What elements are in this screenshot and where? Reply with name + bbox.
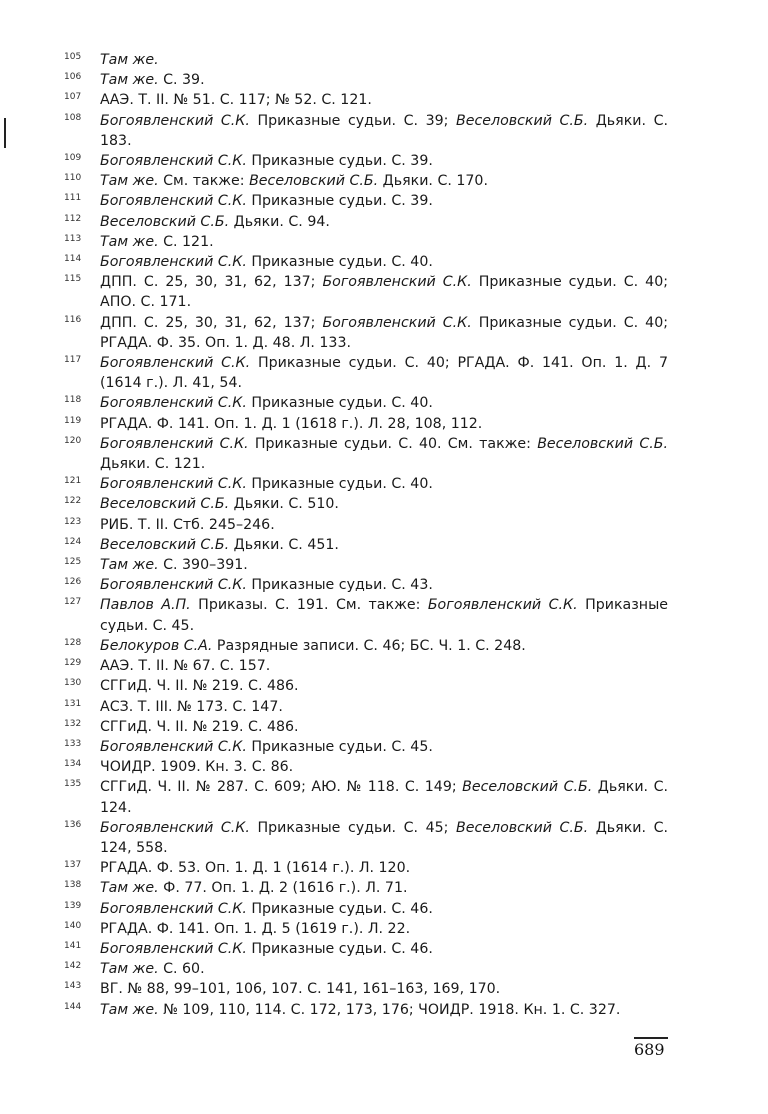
- footnote-text: [100, 737, 668, 757]
- footnote-reference: Дьяки. С. 183.: [100, 112, 668, 149]
- footnote-author: Там же.: [100, 233, 159, 250]
- footnote-text: [100, 90, 668, 110]
- footnote: [64, 535, 668, 555]
- footnote-text: [100, 474, 668, 494]
- footnote-reference: Дьяки. С. 94.: [229, 213, 330, 230]
- footnote-reference: Приказные судьи. С. 40.: [246, 476, 433, 493]
- footnote-text: [100, 595, 668, 635]
- footnote: [64, 818, 668, 858]
- footnote-reference: Дьяки. С. 170.: [378, 173, 488, 190]
- footnote-author: Богоявленский С.К.: [100, 355, 251, 372]
- footnote-number: 124: [64, 536, 82, 547]
- footnote-author: Веселовский С.Б.: [100, 213, 230, 230]
- footnote-author: Павлов А.П.: [100, 597, 191, 614]
- footnotes-list: [64, 50, 668, 1020]
- footnote-author: Богоявленский С.К.: [100, 900, 247, 917]
- footnote-number: 130: [64, 678, 82, 689]
- footnote-author: Там же.: [100, 52, 159, 68]
- footnote-author: Богоявленский С.К.: [100, 254, 247, 271]
- footnote-author: Богоявленский С.К.: [100, 819, 250, 836]
- footnote-author: Там же.: [100, 173, 159, 190]
- footnote-author: Там же.: [100, 961, 159, 978]
- footnote-reference: Приказные судьи. С. 39.: [246, 193, 433, 210]
- footnote-author: Богоявленский С.К.: [100, 738, 247, 755]
- footnote: [64, 899, 668, 919]
- footnote-reference: ЧОИДР. 1909. Кн. 3. С. 86.: [100, 759, 294, 776]
- footnote-text: [100, 656, 668, 676]
- footnote-author: Там же.: [100, 1001, 159, 1018]
- footnote-number: 141: [64, 940, 82, 951]
- footnote-number: 144: [64, 1001, 82, 1012]
- footnote-number: 113: [64, 233, 82, 244]
- footnote-number: 135: [64, 779, 82, 790]
- footnote-author: Там же.: [100, 880, 159, 897]
- page-number-rule: [634, 1037, 668, 1039]
- footnote: [64, 90, 668, 110]
- footnote-author: Богоявленский С.К.: [100, 577, 247, 594]
- footnote: [64, 656, 668, 676]
- footnote-number: 128: [64, 637, 82, 648]
- footnote-text: [100, 212, 668, 232]
- footnote-number: 112: [64, 213, 82, 224]
- footnote-text: [100, 232, 668, 252]
- footnote: [64, 979, 668, 999]
- footnote-author: Веселовский С.Б.: [100, 496, 230, 513]
- footnote: [64, 515, 668, 535]
- footnote-reference: С. 39.: [158, 72, 205, 89]
- footnote: [64, 959, 668, 979]
- footnote-number: 118: [64, 395, 82, 406]
- footnote-reference: Дьяки. С. 451.: [229, 536, 339, 553]
- footnote-number: 120: [64, 435, 82, 446]
- footnote-number: 117: [64, 355, 82, 366]
- footnote-reference: № 109, 110, 114. С. 172, 173, 176; ЧОИДР. 1918. Кн. 1. С. 327.: [158, 1001, 621, 1018]
- footnote-reference: РГАДА. Ф. 141. Оп. 1. Д. 1 (1618 г.). Л. 28, 108, 112.: [100, 415, 483, 432]
- footnote-text: [100, 858, 668, 878]
- footnote-reference: РГАДА. Ф. 53. Оп. 1. Д. 1 (1614 г.). Л. 120.: [100, 860, 411, 877]
- footnote-reference: РГАДА. Ф. 141. Оп. 1. Д. 5 (1619 г.). Л. 22.: [100, 920, 411, 937]
- footnote: [64, 474, 668, 494]
- footnote: [64, 353, 668, 393]
- footnote-number: 133: [64, 738, 82, 749]
- footnote-text: [100, 414, 668, 434]
- footnote-number: 125: [64, 557, 82, 568]
- footnote-reference: См. также:: [158, 173, 250, 190]
- footnote-number: 140: [64, 920, 82, 931]
- footnote-text: [100, 818, 668, 858]
- footnote-author: Веселовский С.Б.: [456, 819, 589, 836]
- footnote-reference: ДПП. С. 25, 30, 31, 62, 137;: [100, 314, 323, 331]
- footnote-text: [100, 50, 668, 70]
- footnote-reference: Приказные судьи. С. 39;: [249, 112, 457, 129]
- footnote: [64, 393, 668, 413]
- footnote: [64, 1000, 668, 1020]
- footnote-reference: С. 390–391.: [158, 557, 248, 574]
- margin-mark: [4, 118, 6, 148]
- footnote-reference: Дьяки. С. 510.: [229, 496, 339, 513]
- footnote-author: Веселовский С.Б.: [100, 536, 230, 553]
- footnote-number: 138: [64, 880, 82, 891]
- footnote-reference: Дьяки. С. 124, 558.: [100, 819, 668, 856]
- footnote: [64, 252, 668, 272]
- footnote-author: Богоявленский С.К.: [322, 314, 472, 331]
- footnote-text: [100, 899, 668, 919]
- footnote-number: 131: [64, 698, 82, 709]
- footnote-number: 134: [64, 759, 82, 770]
- footnote-text: [100, 494, 668, 514]
- footnote-reference: Приказные судьи. С. 46.: [246, 940, 433, 957]
- footnote: [64, 676, 668, 696]
- footnote: [64, 191, 668, 211]
- footnote: [64, 717, 668, 737]
- footnote-reference: Приказные судьи. С. 46.: [246, 900, 433, 917]
- footnote-text: [100, 939, 668, 959]
- footnote-text: [100, 171, 668, 191]
- footnote-number: 114: [64, 254, 82, 265]
- footnote-number: 126: [64, 577, 82, 588]
- footnote-text: [100, 393, 668, 413]
- footnote: [64, 70, 668, 90]
- footnote-number: 121: [64, 476, 82, 487]
- footnote-number: 116: [64, 314, 82, 325]
- footnote-text: [100, 1000, 668, 1020]
- footnote-author: Богоявленский С.К.: [100, 112, 250, 129]
- footnote-reference: СГГиД. Ч. II. № 219. С. 486.: [100, 718, 299, 735]
- footnote-text: [100, 70, 668, 90]
- footnote-number: 127: [64, 597, 82, 608]
- footnote-number: 106: [64, 72, 82, 83]
- footnote: [64, 878, 668, 898]
- footnote-text: [100, 555, 668, 575]
- footnote-reference: Приказные судьи. С. 45.: [246, 738, 433, 755]
- footnote-text: [100, 636, 668, 656]
- footnote-number: 122: [64, 496, 82, 507]
- footnote-reference: Приказные судьи. С. 40; АПО. С. 171.: [100, 274, 669, 311]
- footnote: [64, 575, 668, 595]
- footnote-author: Богоявленский С.К.: [427, 597, 578, 614]
- footnote-author: Веселовский С.Б.: [537, 435, 668, 452]
- footnote-text: [100, 676, 668, 696]
- footnote-number: 108: [64, 112, 82, 123]
- footnote-text: [100, 717, 668, 737]
- footnote-number: 137: [64, 860, 82, 871]
- footnote: [64, 434, 668, 474]
- footnote-reference: Приказные судьи. С. 40. См. также:: [248, 435, 538, 452]
- footnote-number: 139: [64, 900, 82, 911]
- footnote-reference: Дьяки. С. 124.: [100, 779, 668, 816]
- footnote-text: [100, 272, 668, 312]
- footnote: [64, 111, 668, 151]
- footnote: [64, 757, 668, 777]
- footnote-reference: РИБ. Т. II. Стб. 245–246.: [100, 516, 275, 533]
- footnote-author: Богоявленский С.К.: [100, 395, 247, 412]
- footnote-reference: Разрядные записи. С. 46; БС. Ч. 1. С. 248.: [212, 637, 526, 654]
- footnote-author: Богоявленский С.К.: [100, 153, 247, 170]
- footnote-text: [100, 191, 668, 211]
- footnote: [64, 212, 668, 232]
- footnote-text: [100, 959, 668, 979]
- footnote-reference: Приказные судьи. С. 40; РГАДА. Ф. 141. Оп. 1. Д. 7 (1614 г.). Л. 41, 54.: [100, 355, 668, 392]
- footnote-reference: СГГиД. Ч. II. № 219. С. 486.: [100, 678, 299, 695]
- footnote-reference: Приказные судьи. С. 45.: [100, 597, 668, 634]
- footnote-author: Веселовский С.Б.: [462, 779, 593, 796]
- footnote: [64, 737, 668, 757]
- footnote: [64, 50, 668, 70]
- footnote-reference: Ф. 77. Оп. 1. Д. 2 (1616 г.). Л. 71.: [158, 880, 408, 897]
- footnote-text: [100, 353, 668, 393]
- footnote-reference: ААЭ. Т. II. № 51. С. 117; № 52. С. 121.: [100, 92, 372, 109]
- footnote-reference: С. 121.: [158, 233, 214, 250]
- footnote-reference: Приказные судьи. С. 43.: [246, 577, 433, 594]
- footnote-reference: Приказные судьи. С. 40.: [246, 254, 433, 271]
- footnote: [64, 919, 668, 939]
- footnote-text: [100, 757, 668, 777]
- footnote-number: 142: [64, 961, 82, 972]
- footnote-reference: Приказные судьи. С. 39.: [246, 153, 433, 170]
- footnote-author: Богоявленский С.К.: [322, 274, 472, 291]
- footnote-text: [100, 151, 668, 171]
- footnote-text: [100, 252, 668, 272]
- footnote-text: [100, 979, 668, 999]
- footnote: [64, 272, 668, 312]
- footnote-reference: СГГиД. Ч. II. № 287. С. 609; АЮ. № 118. С. 149;: [100, 779, 463, 796]
- footnote: [64, 494, 668, 514]
- footnote-text: [100, 111, 668, 151]
- footnote-author: Богоявленский С.К.: [100, 193, 247, 210]
- page-number: 689: [634, 1040, 665, 1059]
- footnote: [64, 414, 668, 434]
- footnote-reference: Приказные судьи. С. 40; РГАДА. Ф. 35. Оп. 1. Д. 48. Л. 133.: [100, 314, 669, 351]
- footnote-reference: ААЭ. Т. II. № 67. С. 157.: [100, 658, 271, 675]
- footnote-number: 119: [64, 415, 82, 426]
- footnote: [64, 777, 668, 817]
- footnote-text: [100, 535, 668, 555]
- footnote-number: 132: [64, 718, 82, 729]
- footnote: [64, 555, 668, 575]
- footnote-reference: С. 60.: [158, 961, 205, 978]
- footnote-author: Богоявленский С.К.: [100, 940, 247, 957]
- footnote-number: 143: [64, 981, 82, 992]
- footnote: [64, 595, 668, 635]
- footnote-number: 109: [64, 153, 82, 164]
- footnote-reference: Дьяки. С. 121.: [100, 456, 206, 473]
- footnote-reference: ДПП. С. 25, 30, 31, 62, 137;: [100, 274, 323, 291]
- footnote: [64, 939, 668, 959]
- footnote-text: [100, 575, 668, 595]
- footnote: [64, 858, 668, 878]
- footnote-reference: АСЗ. Т. III. № 173. С. 147.: [100, 698, 283, 715]
- footnote-author: Веселовский С.Б.: [456, 112, 589, 129]
- footnote-text: [100, 777, 668, 817]
- footnote-reference: ВГ. № 88, 99–101, 106, 107. С. 141, 161–163, 169, 170.: [100, 981, 501, 998]
- footnote-number: 107: [64, 92, 82, 103]
- footnote-author: Белокуров С.А.: [100, 637, 213, 654]
- footnote-text: [100, 697, 668, 717]
- footnote-author: Там же.: [100, 557, 159, 574]
- footnote-number: 129: [64, 658, 82, 669]
- footnote-number: 110: [64, 173, 82, 184]
- footnote-number: 123: [64, 516, 82, 527]
- footnote: [64, 232, 668, 252]
- footnote: [64, 313, 668, 353]
- footnote-text: [100, 313, 668, 353]
- footnote-text: [100, 919, 668, 939]
- footnote-author: Богоявленский С.К.: [100, 476, 247, 493]
- footnote: [64, 636, 668, 656]
- footnote-number: 105: [64, 52, 82, 62]
- footnote-author: Богоявленский С.К.: [100, 435, 249, 452]
- footnote-text: [100, 878, 668, 898]
- footnote-text: [100, 515, 668, 535]
- footnote-author: Там же.: [100, 72, 159, 89]
- footnote-reference: Приказные судьи. С. 40.: [246, 395, 433, 412]
- footnote: [64, 697, 668, 717]
- footnote-number: 111: [64, 193, 82, 204]
- footnote-number: 136: [64, 819, 82, 830]
- footnote-reference: Приказы. С. 191. См. также:: [190, 597, 428, 614]
- footnote: [64, 171, 668, 191]
- footnote-text: [100, 434, 668, 474]
- footnote-number: 115: [64, 274, 82, 285]
- footnote-author: Веселовский С.Б.: [249, 173, 379, 190]
- footnote: [64, 151, 668, 171]
- footnote-reference: Приказные судьи. С. 45;: [249, 819, 457, 836]
